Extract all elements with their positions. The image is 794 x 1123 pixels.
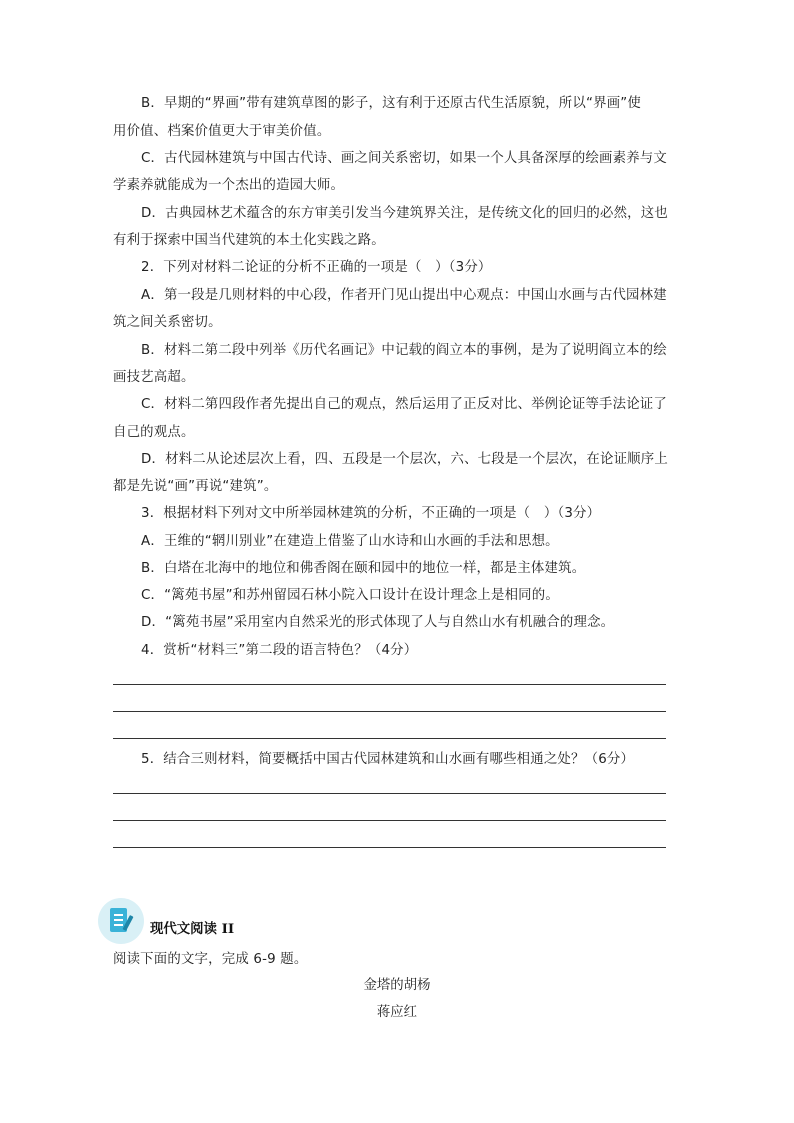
notebook-pen-icon: [98, 898, 144, 944]
q2-option-c-line1: C．材料二第四段作者先提出自己的观点，然后运用了正反对比、举例论证等手法论证了: [141, 397, 667, 412]
answer-line: [113, 820, 666, 821]
q3-option-c: C．“篱苑书屋”和苏州留园石林小院入口设计在设计理念上是相同的。: [141, 588, 559, 603]
answer-line: [113, 711, 666, 712]
question-4: 4．赏析“材料三”第二段的语言特色？（4分）: [141, 643, 418, 658]
q2-option-b-line1: B．材料二第二段中列举《历代名画记》中记载的阎立本的事例，是为了说明阎立本的绘: [141, 343, 667, 358]
option-d-line1: D．古典园林艺术蕴含的东方审美引发当今建筑界关注，是传统文化的回归的必然，这也: [141, 206, 668, 221]
q2-option-d-line2: 都是先说“画”再说“建筑”。: [113, 479, 278, 494]
option-d-line2: 有利于探索中国当代建筑的本土化实践之路。: [113, 233, 385, 248]
answer-line: [113, 793, 666, 794]
q3-option-d: D．“篱苑书屋”采用室内自然采光的形式体现了人与自然山水有机融合的理念。: [141, 615, 615, 630]
q2-option-a-line1: A．第一段是几则材料的中心段，作者开门见山提出中心观点：中国山水画与古代园林建: [141, 288, 667, 303]
q3-option-b: B．白塔在北海中的地位和佛香阁在颐和园中的地位一样，都是主体建筑。: [141, 561, 586, 576]
question-3: 3．根据材料下列对文中所举园林建筑的分析，不正确的一项是（ ）（3分）: [141, 506, 601, 521]
q3-option-a: A．王维的“辋川别业”在建造上借鉴了山水诗和山水画的手法和思想。: [141, 534, 559, 549]
question-2: 2．下列对材料二论证的分析不正确的一项是（ ）（3分）: [141, 260, 492, 275]
section-title: 现代文阅读 II: [150, 921, 235, 937]
q2-option-c-line2: 自己的观点。: [113, 425, 195, 440]
q2-option-d-line1: D．材料二从论述层次上看，四、五段是一个层次，六、七段是一个层次，在论证顺序上: [141, 452, 668, 467]
answer-line: [113, 738, 666, 739]
option-b-line1: B．早期的“界画”带有建筑草图的影子，这有利于还原古代生活原貌，所以“界画”使: [141, 96, 642, 111]
option-b-line2: 用价值、档案价值更大于审美价值。: [113, 124, 331, 139]
option-c-line1: C．古代园林建筑与中国古代诗、画之间关系密切，如果一个人具备深厚的绘画素养与文: [141, 151, 667, 166]
article-title: 金塔的胡杨: [363, 978, 431, 993]
article-author: 蒋应红: [376, 1005, 418, 1020]
answer-line: [113, 684, 666, 685]
option-c-line2: 学素养就能成为一个杰出的造园大师。: [113, 178, 345, 193]
q2-option-b-line2: 画技艺高超。: [113, 370, 195, 385]
answer-line: [113, 847, 666, 848]
q2-option-a-line2: 筑之间关系密切。: [113, 315, 222, 330]
question-5: 5．结合三则材料，简要概括中国古代园林建筑和山水画有哪些相通之处？（6分）: [141, 752, 635, 767]
reading-instruction: 阅读下面的文字，完成 6-9 题。: [113, 952, 308, 967]
